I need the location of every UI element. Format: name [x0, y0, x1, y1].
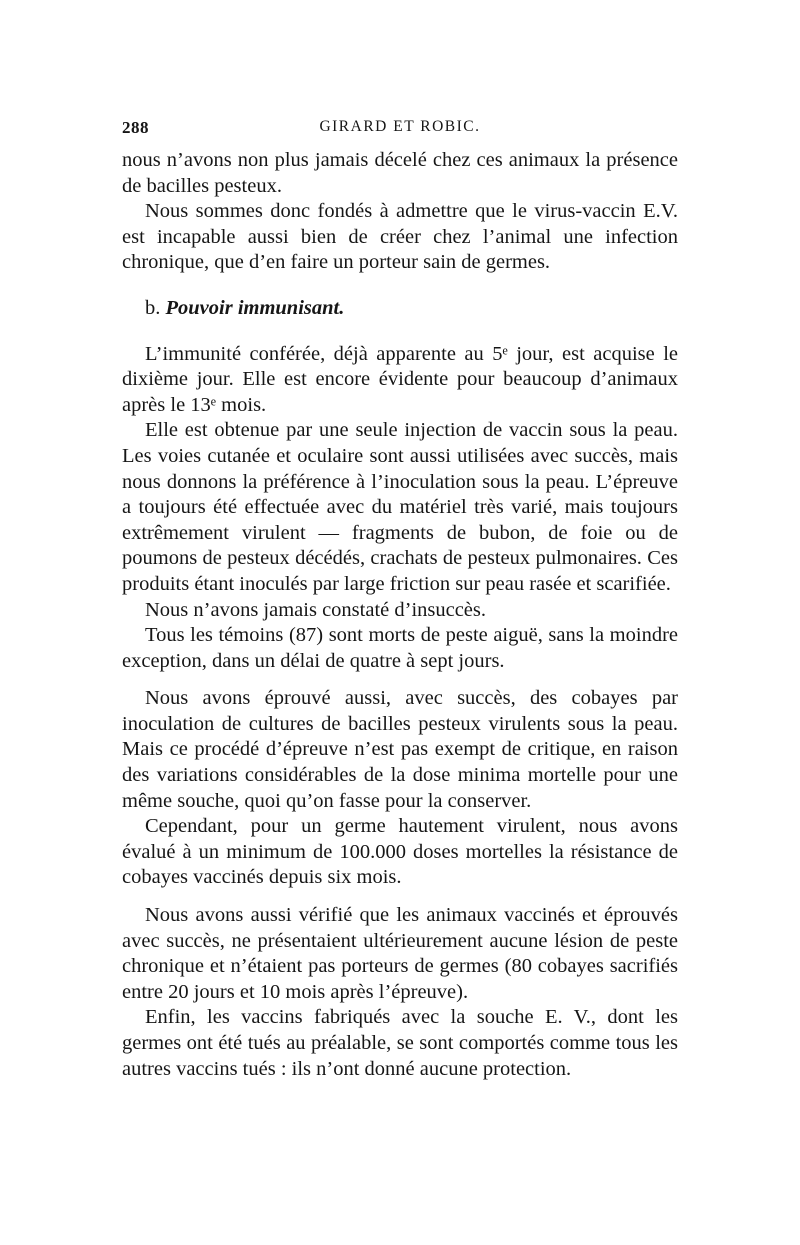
running-head: GIRARD ET ROBIC. [319, 118, 481, 135]
paragraph: Nous avons aussi vérifié que les animaux vaccinés et éprouvés avec succès, ne présentaient ultérieurement aucune lésion de peste chronique et n’étaient pas porteurs de germes (80 cobayes sacrifiés entre 20 jours et 10 mois après l’épreuve). [122, 904, 678, 1003]
paragraph-continued: nous n’avons non plus jamais décelé chez ces animaux la présence de bacilles pesteux. [122, 149, 678, 197]
paragraph: L’immunité conférée, déjà apparente au 5ᵉ jour, est acquise le dixième jour. Elle est encore évidente pour beaucoup d’animaux après le 13ᵉ mois. [122, 342, 678, 416]
page [122, 118, 678, 1082]
paragraph: Nous sommes donc fondés à admettre que le virus-vaccin E.V. est incapable aussi bien de créer chez l’animal une infection chronique, que d’en faire un porteur sain de germes. [122, 200, 678, 274]
section-label: b. [145, 296, 161, 319]
paragraph: Nous avons éprouvé aussi, avec succès, des cobayes par inoculation de cultures de bacilles pesteux virulents sous la peau. Mais ce procédé d’épreuve n’est pas exempt de critique, en raison des variations considérables de la dose minima mortelle pour une même souche, quoi qu’on fasse pour la conserver. [122, 687, 678, 812]
paragraph: Elle est obtenue par une seule injection de vaccin sous la peau. Les voies cutanée et oculaire sont aussi utilisées avec succès, mais nous donnons la préférence à l’inoculation sous la peau. L’épreuve a toujours été effectuée avec du matériel très varié, mais toujours extrêmement virulent — fragments de bubon, de foie ou de poumons de pesteux décédés, crachats de pesteux pulmonaires. Ces produits étant inoculés par large friction sur peau rasée et scarifiée. [122, 419, 678, 595]
paragraph: Cependant, pour un germe hautement virulent, nous avons évalué à un minimum de 100.000 doses mortelles la résistance de cobayes vaccinés depuis six mois. [122, 815, 678, 889]
paragraph: Enfin, les vaccins fabriqués avec la souche E. V., dont les germes ont été tués au préalable, se sont comportés comme tous les autres vaccins tués : ils n’ont donné aucune protection. [122, 1006, 678, 1080]
section-title: Pouvoir immunisant. [165, 296, 345, 319]
paragraph: Tous les témoins (87) sont morts de peste aiguë, sans la moindre exception, dans un délai de quatre à sept jours. [122, 624, 678, 672]
page-number: 288 [122, 118, 149, 137]
section-heading [122, 296, 678, 322]
running-header [122, 118, 678, 148]
paragraph: Nous n’avons jamais constaté d’insuccès. [145, 598, 487, 621]
